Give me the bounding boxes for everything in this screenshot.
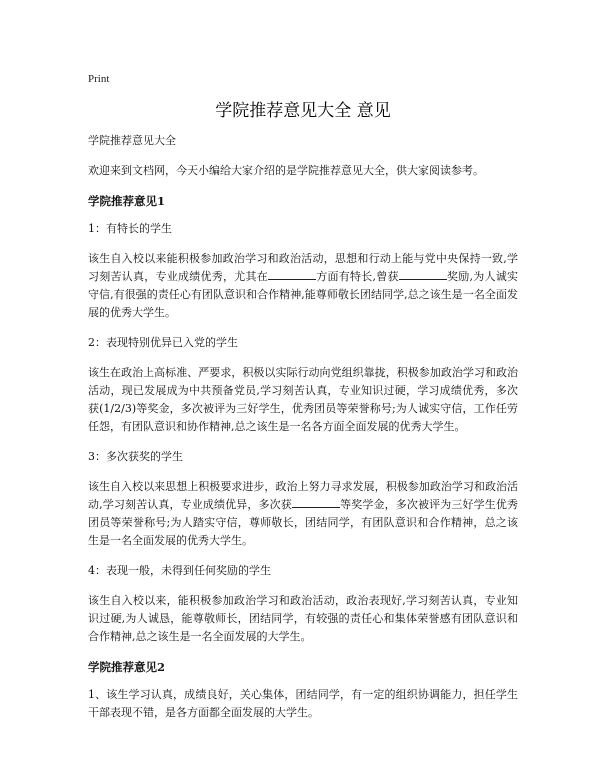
item3-label: 3：多次获奖的学生 xyxy=(88,450,183,463)
item2-text: 该生在政治上高标准、严要求，积极以实际行动向党组织靠拢，积极参加政治学习和政治活动，现已发展成为中共预备党员,学习刻苦认真，专业知识过硬，学习成绩优秀，多次获(1/2/3)等奖金，多次被评为三好学生，优秀团员等荣誉称号;为人诚实守信，工作任劳任怨，有团队意识和协作精神,总之该生是一名各方面全面发展的优秀大学生。 xyxy=(88,366,518,433)
item3-text-part: 该生自入校以来思想上积极要求进步，政治上努力寻求发展，积极参加政治学习和政治活动,学习刻苦认真，专业成绩优异，多次获 xyxy=(88,480,518,511)
fill-blank xyxy=(268,268,316,280)
document-body xyxy=(88,132,518,734)
item4-label: 4：表现一般，未得到任何奖励的学生 xyxy=(88,564,271,577)
item1-text-part: 方面有特长,曾获 xyxy=(316,270,399,283)
document-title: 学院推荐意见大全 意见 xyxy=(215,101,391,121)
item1-text-part: 该生自入校以来能积极参加政治学习和政治活动，思想和行动上能与党中央保持一致,学习刻苦认真，专业成绩优秀，尤其在 xyxy=(88,252,518,283)
item1-text xyxy=(88,250,518,322)
print-label: Print xyxy=(88,73,110,85)
fill-blank xyxy=(292,496,340,508)
item1-text-part: 奖励,为人诚实守信,有很强的责任心有团队意识和合作精神,能尊师敬长团结同学,总之该生是一名全面发展的优秀大学生。 xyxy=(88,270,518,319)
section1-heading: 学院推荐意见1 xyxy=(88,194,166,208)
fill-blank xyxy=(399,268,447,280)
item4-text: 该生自入校以来，能积极参加政治学习和政治活动，政治表现好,学习刻苦认真，专业知识过硬,为人诚恳，能尊敬师长，团结同学，有较强的责任心和集体荣誉感有团队意识和合作精神,总之该生是一名全面发展的大学生。 xyxy=(88,594,518,643)
section2-text: 1、该生学习认真，成绩良好，关心集体，团结同学，有一定的组织协调能力，担任学生干部表现不错，是各方面都全面发展的大学生。 xyxy=(88,688,518,719)
item2-label: 2：表现特别优异已入党的学生 xyxy=(88,336,238,349)
intro-welcome: 欢迎来到文档网，今天小编给大家介绍的是学院推荐意见大全，供大家阅读参考。 xyxy=(88,164,484,177)
item1-label: 1：有特长的学生 xyxy=(88,222,172,235)
section2-heading: 学院推荐意见2 xyxy=(88,660,166,674)
intro-subtitle: 学院推荐意见大全 xyxy=(88,134,176,147)
item3-text-part: 等奖学金，多次被评为三好学生优秀团员等荣誉称号;为人踏实守信，尊师敬长，团结同学，有团队意识和合作精神，总之该生是一名全面发展的优秀大学生。 xyxy=(88,498,519,547)
item3-text xyxy=(88,478,518,550)
